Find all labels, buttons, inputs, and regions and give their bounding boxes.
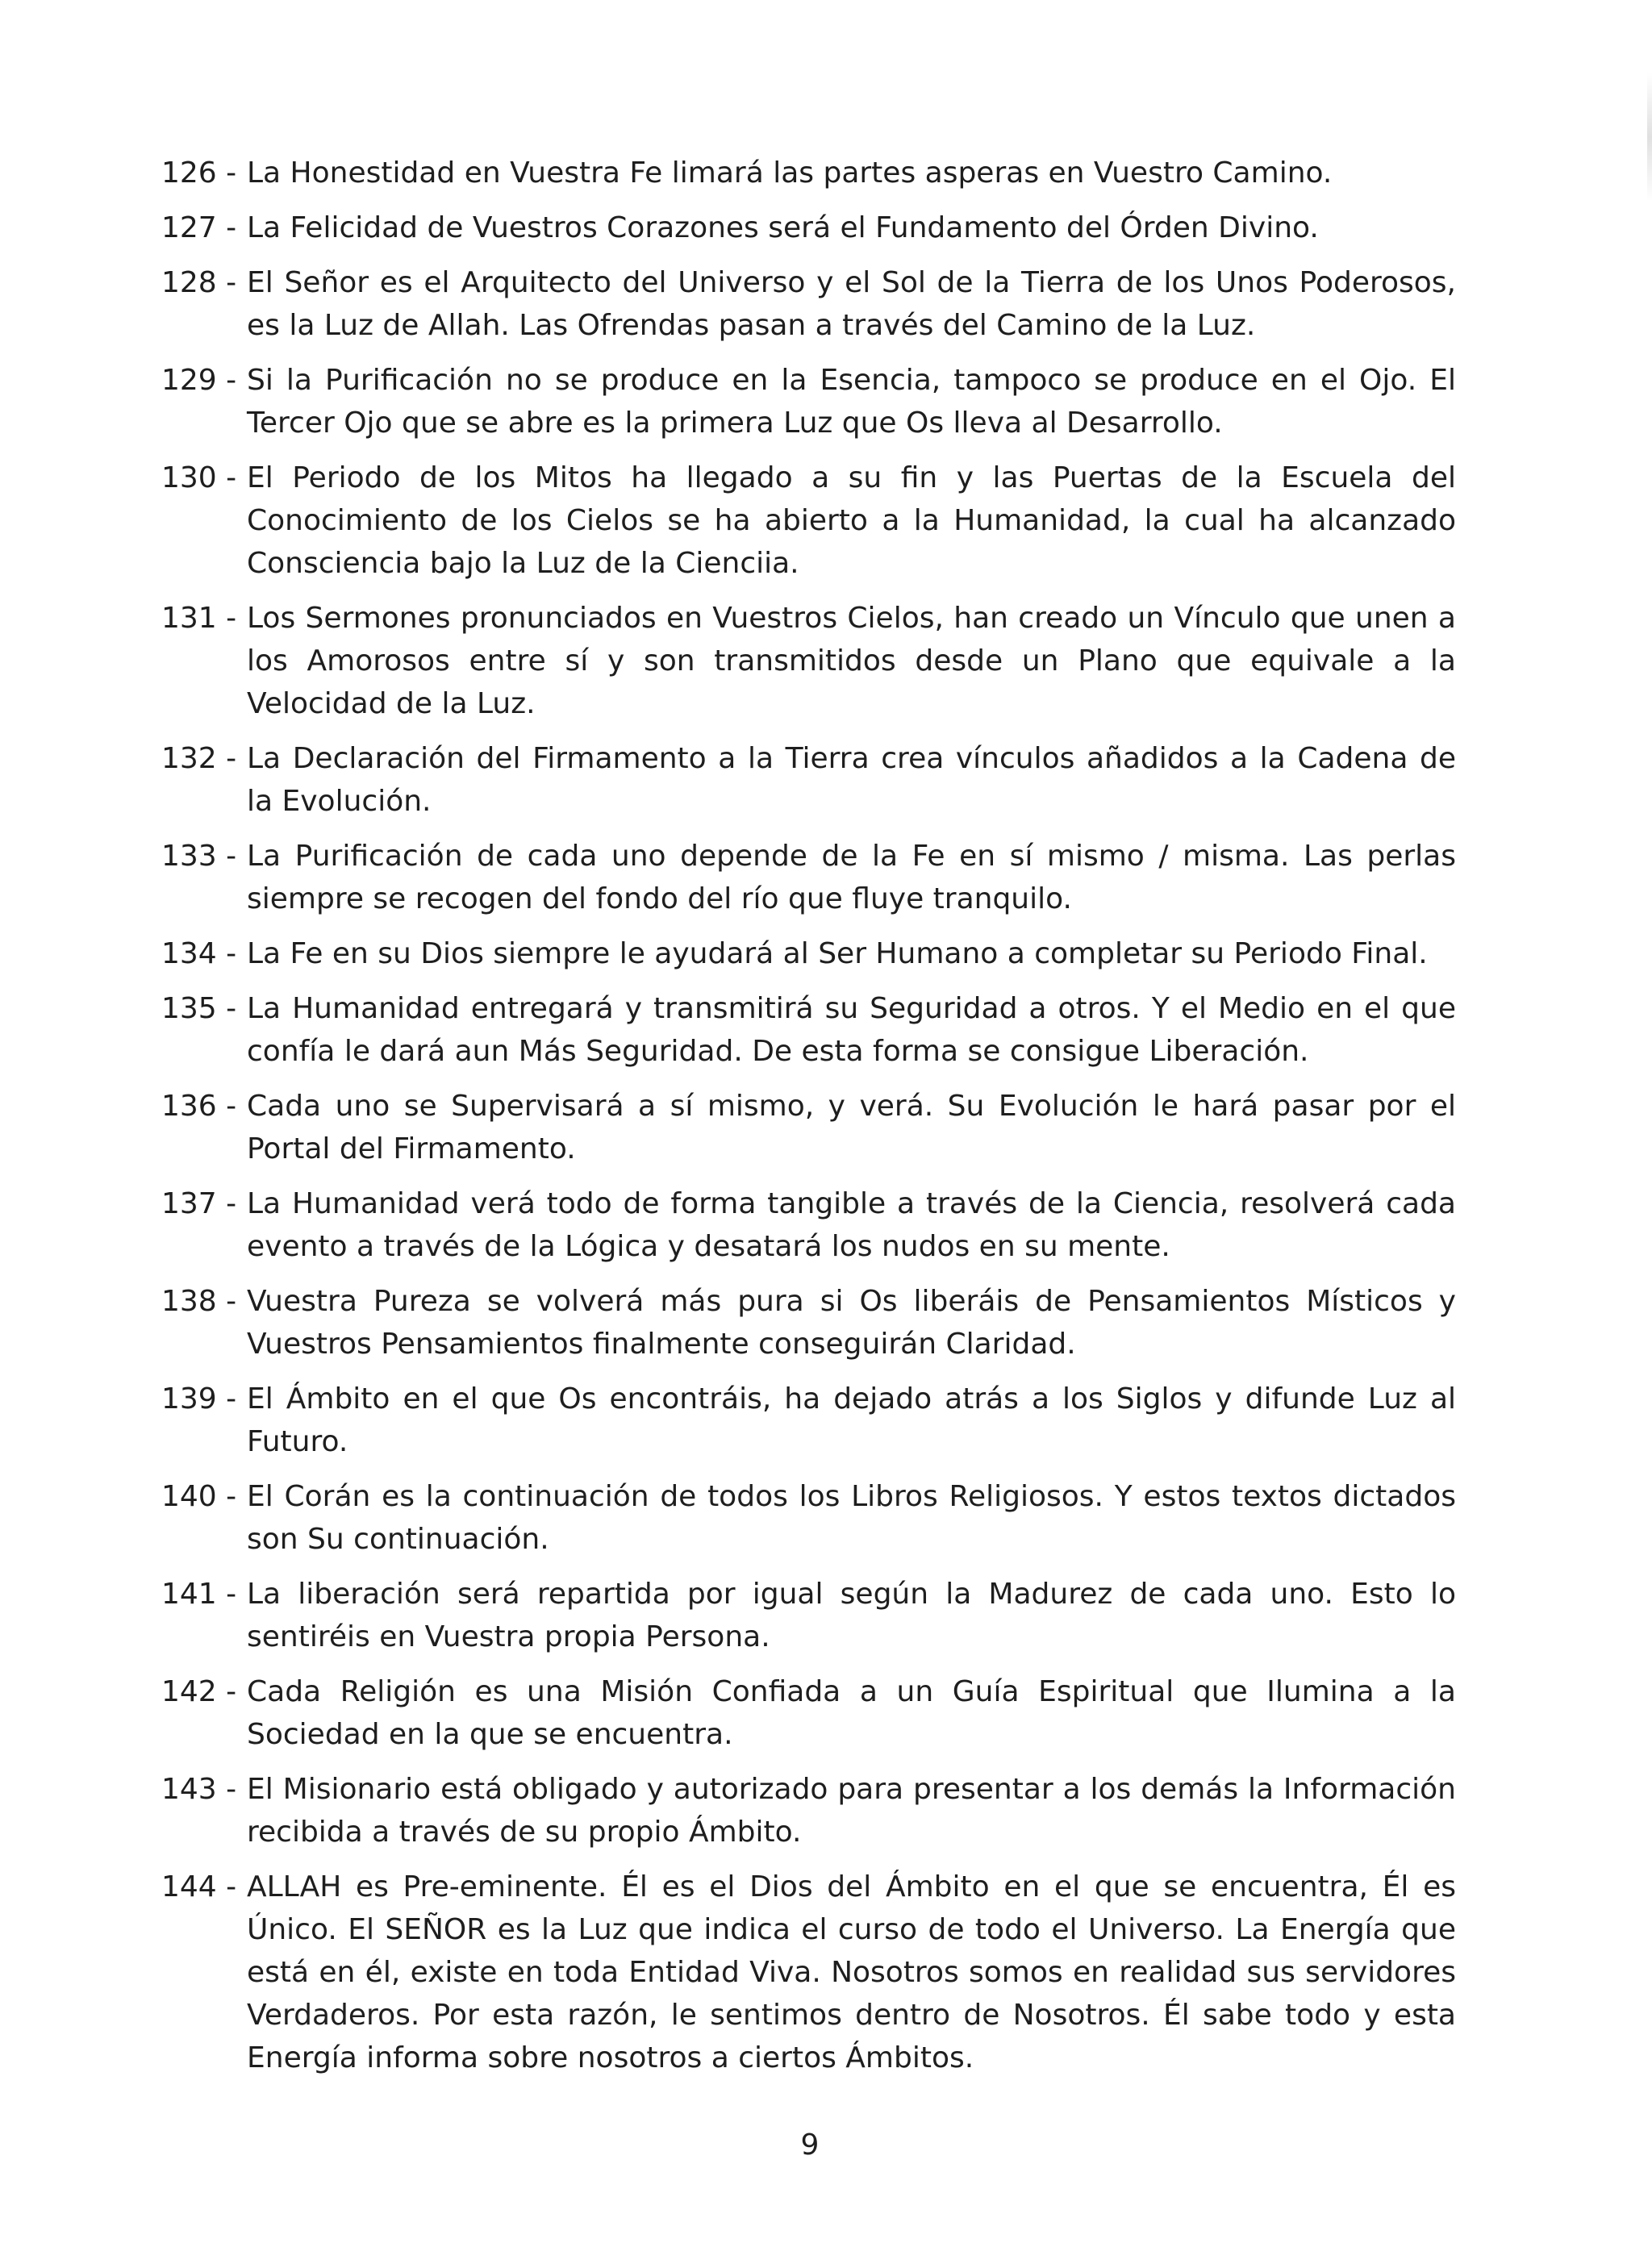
item-text: El Misionario está obligado y autorizado para presentar a los demás la Información recibida a través de su propio Ámbito. <box>247 1773 1456 1849</box>
list-item <box>161 1378 1456 1463</box>
item-number: 135 - <box>161 992 237 1025</box>
item-text: El Ámbito en el que Os encontráis, ha dejado atrás a los Siglos y difunde Luz al Futuro. <box>247 1382 1456 1458</box>
list-item <box>161 152 1456 194</box>
list-item <box>161 1768 1456 1853</box>
item-text: El Señor es el Arquitecto del Universo y el Sol de la Tierra de los Unos Poderosos, es la Luz de Allah. Las Ofrendas pasan a través del Camino de la Luz. <box>247 266 1456 342</box>
item-text: Los Sermones pronunciados en Vuestros Cielos, han creado un Vínculo que unen a los Amorosos entre sí y son transmitidos desde un Plano que equivale a la Velocidad de la Luz. <box>247 602 1456 720</box>
item-number: 127 - <box>161 211 237 244</box>
list-item <box>161 987 1456 1073</box>
item-text: La Felicidad de Vuestros Corazones será el Fundamento del Órden Divino. <box>247 211 1319 244</box>
item-number: 137 - <box>161 1187 237 1220</box>
list-item <box>161 457 1456 585</box>
list-item <box>161 1866 1456 2079</box>
page-number: 9 <box>800 2128 820 2162</box>
item-text: La Purificación de cada uno depende de la Fe en sí mismo / misma. Las perlas siempre se recogen del fondo del río que fluye tranquilo. <box>247 840 1456 915</box>
item-number: 128 - <box>161 266 237 299</box>
list-item <box>161 359 1456 444</box>
list-item <box>161 835 1456 920</box>
item-number: 129 - <box>161 364 237 397</box>
item-number: 138 - <box>161 1285 237 1318</box>
list-item <box>161 597 1456 725</box>
item-text: El Periodo de los Mitos ha llegado a su fin y las Puertas de la Escuela del Conocimiento de los Cielos se ha abierto a la Humanidad, la cual ha alcanzado Consciencia bajo la Luz de la Cienciia. <box>247 461 1456 580</box>
item-number: 133 - <box>161 840 237 873</box>
item-text: La Honestidad en Vuestra Fe limará las partes asperas en Vuestro Camino. <box>247 156 1333 190</box>
item-number: 130 - <box>161 461 237 494</box>
item-text: El Corán es la continuación de todos los Libros Religiosos. Y estos textos dictados son Su continuación. <box>247 1480 1456 1556</box>
item-number: 131 - <box>161 602 237 635</box>
scan-edge-mark <box>1647 73 1652 202</box>
list-item <box>161 1573 1456 1658</box>
list-item <box>161 261 1456 347</box>
numbered-list <box>161 152 1456 2091</box>
item-number: 141 - <box>161 1578 237 1611</box>
item-number: 144 - <box>161 1870 237 1903</box>
item-number: 142 - <box>161 1675 237 1708</box>
item-number: 140 - <box>161 1480 237 1513</box>
item-text: ALLAH es Pre-eminente. Él es el Dios del Ámbito en el que se encuentra, Él es Único. El SEÑOR es la Luz que indica el curso de todo el Universo. La Energía que está en él, existe en toda Entidad Viva. Nosotros somos en realidad sus servidores Verdaderos. Por esta razón, le sentimos dentro de Nosotros. Él sabe todo y esta Energía informa sobre nosotros a ciertos Ámbitos. <box>247 1870 1456 2074</box>
item-text: Cada uno se Supervisará a sí mismo, y verá. Su Evolución le hará pasar por el Portal del Firmamento. <box>247 1090 1456 1165</box>
item-number: 136 - <box>161 1090 237 1123</box>
item-text: Cada Religión es una Misión Confiada a un Guía Espiritual que Ilumina a la Sociedad en la que se encuentra. <box>247 1675 1456 1751</box>
list-item <box>161 1182 1456 1268</box>
list-item <box>161 1475 1456 1561</box>
item-number: 134 - <box>161 937 237 970</box>
item-text: La Humanidad verá todo de forma tangible a través de la Ciencia, resolverá cada evento a través de la Lógica y desatará los nudos en su mente. <box>247 1187 1456 1263</box>
list-item <box>161 932 1456 975</box>
item-number: 139 - <box>161 1382 237 1416</box>
item-number: 143 - <box>161 1773 237 1806</box>
item-text: La Declaración del Firmamento a la Tierra crea vínculos añadidos a la Cadena de la Evolución. <box>247 742 1456 818</box>
list-item <box>161 1085 1456 1170</box>
item-text: La liberación será repartida por igual según la Madurez de cada uno. Esto lo sentiréis en Vuestra propia Persona. <box>247 1578 1456 1653</box>
list-item <box>161 737 1456 823</box>
item-text: La Fe en su Dios siempre le ayudará al Ser Humano a completar su Periodo Final. <box>247 937 1428 970</box>
item-text: Si la Purificación no se produce en la Esencia, tampoco se produce en el Ojo. El Tercer Ojo que se abre es la primera Luz que Os lleva al Desarrollo. <box>247 364 1456 440</box>
item-number: 132 - <box>161 742 237 775</box>
list-item <box>161 1670 1456 1756</box>
list-item <box>161 206 1456 249</box>
item-text: Vuestra Pureza se volverá más pura si Os liberáis de Pensamientos Místicos y Vuestros Pensamientos finalmente conseguirán Claridad. <box>247 1285 1456 1361</box>
list-item <box>161 1280 1456 1365</box>
item-text: La Humanidad entregará y transmitirá su Seguridad a otros. Y el Medio en el que confía le dará aun Más Seguridad. De esta forma se consigue Liberación. <box>247 992 1456 1068</box>
item-number: 126 - <box>161 156 237 190</box>
